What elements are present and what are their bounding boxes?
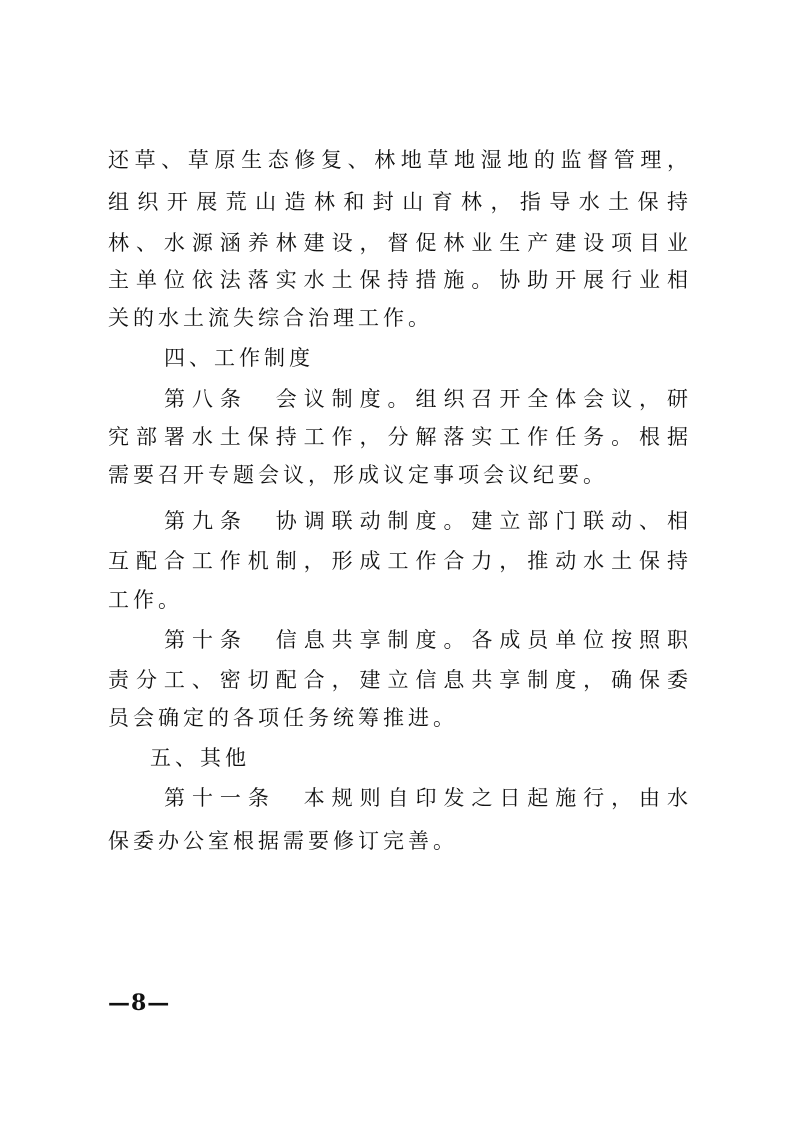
page-number: —8— <box>108 990 171 1016</box>
article-line: 工作。 <box>108 588 183 612</box>
article-line: 需要召开专题会议，形成议定事项会议纪要。 <box>108 463 608 487</box>
article-line: 第十条 信息共享制度。各成员单位按照职 <box>164 628 688 652</box>
section-heading: 四、工作制度 <box>164 346 314 370</box>
article-line: 第十一条 本规则自印发之日起施行，由水 <box>164 786 688 810</box>
article-line: 员会确定的各项任务统筹推进。 <box>108 706 458 730</box>
article-line: 责分工、密切配合，建立信息共享制度，确保委 <box>108 668 688 692</box>
article-line: 保委办公室根据需要修订完善。 <box>108 829 458 853</box>
paragraph-line: 林、水源涵养林建设，督促林业生产建设项目业 <box>108 231 688 255</box>
paragraph-line: 主单位依法落实水土保持措施。协助开展行业相 <box>108 268 688 292</box>
paragraph-line: 关的水土流失综合治理工作。 <box>108 306 433 330</box>
section-heading: 五、其他 <box>150 746 250 770</box>
article-line: 第八条 会议制度。组织召开全体会议，研 <box>164 387 688 411</box>
paragraph-line: 还草、草原生态修复、林地草地湿地的监督管理， <box>108 148 688 172</box>
article-line: 互配合工作机制，形成工作合力，推动水土保持 <box>108 549 688 573</box>
article-line: 究部署水土保持工作，分解落实工作任务。根据 <box>108 425 688 449</box>
article-line: 第九条 协调联动制度。建立部门联动、相 <box>164 509 688 533</box>
paragraph-line: 组织开展荒山造林和封山育林，指导水土保持 <box>108 190 688 214</box>
